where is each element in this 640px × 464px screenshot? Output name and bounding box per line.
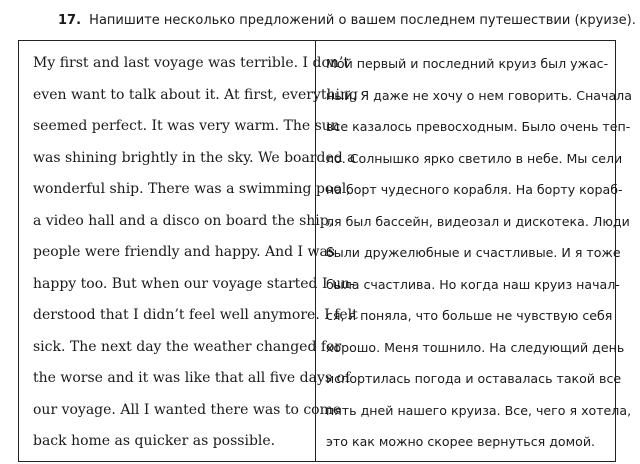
russian-line: испортилась погода и оставалась такой все	[326, 371, 622, 386]
task-text: Напишите несколько предложений о вашем последнем путешествии (круизе).	[89, 13, 636, 28]
russian-line: ся, я поняла, что больше не чувствую себя	[326, 308, 613, 323]
english-column	[19, 41, 358, 461]
english-line: people were friendly and happy. And I was	[33, 244, 336, 260]
russian-line: были дружелюбные и счастливые. И я тоже	[326, 245, 621, 260]
russian-line: была счастлива. Но когда наш круиз начал-	[326, 276, 620, 292]
english-line: the worse and it was like that all five days of	[33, 370, 351, 386]
english-line: even want to talk about it. At first, everything	[33, 86, 358, 103]
english-line: derstood that I didn’t feel well anymore. I felt	[33, 307, 358, 323]
english-line: was shining brightly in the sky. We boarded a	[33, 149, 356, 166]
task-number: 17.	[58, 13, 82, 28]
russian-line: ло. Солнышко ярко светило в небе. Мы сели	[326, 150, 623, 166]
english-line: happy too. But when our voyage started I un-	[33, 275, 355, 292]
russian-column	[316, 41, 632, 461]
russian-line: ный. Я даже не хочу о нем говорить. Сначала	[326, 87, 632, 103]
russian-line: это как можно скорее вернуться домой.	[326, 434, 596, 449]
english-line: seemed perfect. It was very warm. The sun	[33, 118, 340, 134]
english-line: our voyage. All I wanted there was to come	[33, 401, 342, 418]
english-line: a video hall and a disco on board the ship,	[33, 212, 334, 229]
russian-line: все казалось превосходным. Было очень теп-	[326, 119, 631, 134]
russian-line: Мой первый и последний круиз был ужас-	[326, 56, 609, 71]
russian-line: ля был бассейн, видеозал и дискотека. Люди	[326, 213, 630, 229]
translation-table	[18, 40, 632, 462]
task-heading	[58, 10, 636, 32]
russian-line: пять дней нашего круиза. Все, чего я хотела,	[326, 402, 632, 418]
english-line: wonderful ship. There was a swimming pool,	[33, 181, 351, 197]
russian-line: на борт чудесного корабля. На борту кораб-	[326, 182, 623, 197]
english-line: back home as quicker as possible.	[33, 433, 276, 449]
english-line: sick. The next day the weather changed for	[33, 338, 342, 355]
russian-line: хорошо. Меня тошнило. На следующий день	[326, 339, 625, 355]
english-line: My first and last voyage was terrible. I don’t	[33, 55, 349, 71]
